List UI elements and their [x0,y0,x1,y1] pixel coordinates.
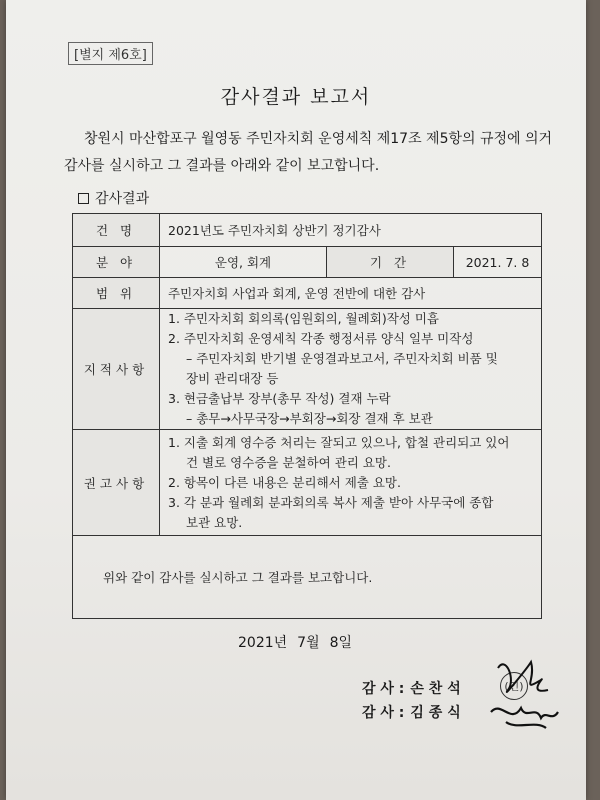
audit-table [72,213,542,619]
signer-1 [362,678,461,698]
table-row [73,536,542,619]
seal-mark: (인) [500,672,528,700]
form-number: [별지 제6호] [68,42,153,65]
period-label: 기 간 [327,247,454,278]
intro-paragraph: 창원시 마산합포구 월영동 주민자치회 운영세칙 제17조 제5항의 규정에 의거 감사를 실시하고 그 결과를 아래와 같이 보고합니다. [64,131,553,174]
subject-label: 건 명 [73,214,160,247]
closing-statement: 위와 같이 감사를 실시하고 그 결과를 보고합니다. [73,536,542,619]
period-value: 2021. 7. 8 [454,247,542,278]
findings-label: 지적사항 [73,309,160,430]
list-item: 장비 관리대장 등 [186,371,279,386]
date-month: 7월 [297,635,320,651]
table-row [73,278,542,309]
table-row [73,309,542,430]
table-row [73,247,542,278]
signer-name: 김 종 식 [410,705,461,721]
document-page [6,0,586,800]
scope-value: 주민자치회 사업과 회계, 운영 전반에 대한 감사 [160,278,542,309]
section-heading [78,188,149,208]
findings-list [160,309,542,430]
table-row [73,430,542,536]
list-item: 2. 항목이 다른 내용은 분리해서 제출 요망. [168,474,401,490]
list-item: 3. 각 분과 월례회 분과회의록 복사 제출 받아 사무국에 종합 [168,494,494,510]
list-item: 건 별로 영수증을 분철하여 관리 요망. [186,454,391,470]
recommendations-list [160,430,542,536]
list-item: 1. 주민자치회 회의록(임원회의, 월례회)작성 미흡 [168,311,439,326]
table-row [73,214,542,247]
section-heading-text: 감사결과 [95,191,150,207]
list-item: – 주민자치회 반기별 운영결과보고서, 주민자치회 비품 및 [186,351,498,366]
date-day: 8일 [329,635,353,651]
signer-2 [362,702,461,722]
report-date [238,632,352,652]
handwritten-signature [486,650,566,740]
recommend-label: 권고사항 [73,430,160,536]
scope-label: 범 위 [73,278,160,309]
signer-role: 감 사 : [362,705,405,721]
checkbox-icon [78,193,89,204]
list-item: 보관 요망. [186,514,243,530]
list-item: 1. 지출 회계 영수증 처리는 잘되고 있으나, 합철 관리되고 있어 [168,434,510,450]
list-item: 3. 현금출납부 장부(총무 작성) 결재 누락 [168,391,391,406]
list-item: 2. 주민자치회 운영세칙 각종 행정서류 양식 일부 미작성 [168,331,474,346]
date-year: 2021년 [238,635,288,651]
field-label: 분 야 [73,247,160,278]
subject-value: 2021년도 주민자치회 상반기 정기감사 [160,214,542,247]
signer-role: 감 사 : [362,681,405,697]
field-value: 운영, 회계 [160,247,327,278]
list-item: – 총무→사무국장→부회장→회장 결재 후 보관 [186,411,433,426]
signer-name: 손 찬 석 [410,681,461,697]
document-title: 감사결과 보고서 [220,86,372,108]
